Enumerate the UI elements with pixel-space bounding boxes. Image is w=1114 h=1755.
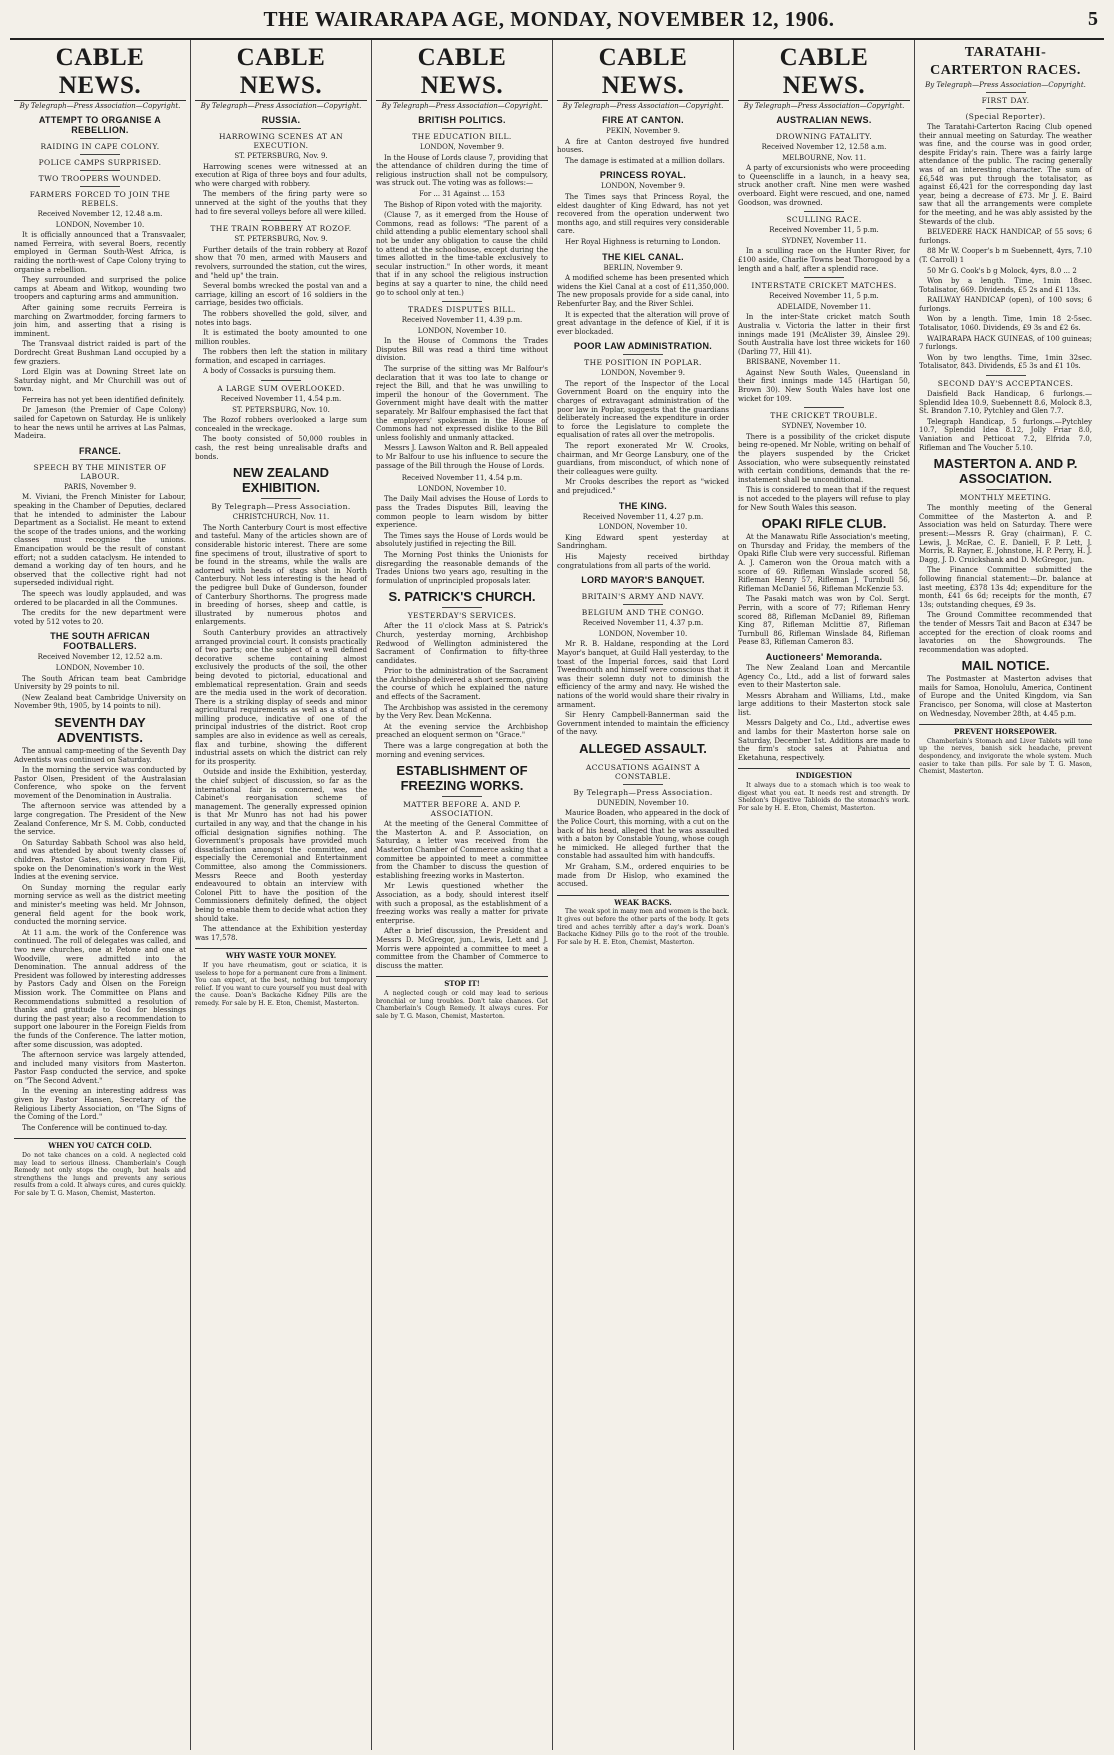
article-paragraph: The annual camp-meeting of the Seventh Day Adventists was continued on Saturday. (14, 746, 186, 764)
dateline: LONDON, November 10. (417, 484, 507, 493)
article-paragraph: 88 Mr W. Cooper's b m Suebennett, 4yrs, 7.10 (T. Carroll) 1 (919, 247, 1092, 264)
article (195, 115, 367, 216)
article (557, 341, 729, 495)
article-paragraph: Mr Crooks describes the report as "wicked and prejudiced." (557, 478, 729, 495)
divider-rule (623, 604, 663, 605)
article-paragraph: A party of excursionists who were proceeding to Queenscliffe in a launch, in a heavy sea, struck another craft. Nine men were washed overboard. Eight were rescued, and one, named Goodson, was drowned. (738, 164, 910, 207)
article-subheadline: MATTER BEFORE A. AND P. ASSOCIATION. (403, 800, 521, 819)
article-paragraph: After a brief discussion, the President and Messrs D. McGregor, jun., Lewis, Lett and J. Morris were appointed a committee to meet a committee from the Chamber of Commerce to discuss the matter. (376, 927, 548, 970)
article-headline: OPAKI RIFLE CLUB. (761, 516, 887, 532)
dateline: LONDON, November 10. (55, 220, 145, 229)
article (14, 715, 186, 1133)
article-headline: ALLEGED ASSAULT. (579, 740, 707, 756)
dateline: Received November 11, 5 p.m. (769, 226, 879, 235)
divider-rule (80, 154, 120, 155)
article-paragraph: The Taratahi-Carterton Racing Club opened their annual meeting on Saturday. The weather was fine, and the course was in good order, despite Friday's rain. There was a fairly large attendance of the public. The racing generally was of an interesting character. The sum of £6,548 was put through the totalisator, as against £6,421 for the corresponding day last year, being a decrease of £73. Mr J. E. Baird saw that all the arrangements were complete for the meeting, and he was ably assisted by the Stewards of the club. (919, 123, 1092, 226)
article-paragraph: After the 11 o'clock Mass at S. Patrick's Church, yesterday morning, Archbishop Redwood of Wellington administered the Sacrament of Confirmation to fifty-three candidates. (376, 622, 548, 665)
divider-rule (623, 784, 663, 785)
page-number: 5 (1088, 7, 1098, 30)
article-subheadline: THE EDUCATION BILL. (412, 132, 512, 141)
article-paragraph: A body of Cossacks is pursuing them. (203, 367, 336, 376)
article-paragraph: Dr Jameson (the Premier of Cape Colony) sailed for Capetown on Saturday. He is unlikely to hear the news until he arrives at Las Palmas, Madeira. (14, 406, 186, 441)
dateline: Received November 11, 4.39 p.m. (401, 316, 523, 325)
divider-rule (80, 186, 120, 187)
dateline: ADELAIDE, November 11. (777, 302, 871, 311)
article-subheadline: THE CRICKET TROUBLE. (770, 411, 878, 421)
article-headline: ATTEMPT TO ORGANISE A REBELLION. (38, 115, 162, 135)
article-paragraph: The Archbishop was assisted in the ceremony by the Very Rev. Dean McKenna. (376, 703, 548, 721)
article-paragraph: A fire at Canton destroyed five hundred houses. (557, 137, 729, 155)
article-headline: BRITISH POLITICS. (418, 115, 506, 125)
article (919, 92, 1092, 371)
column-6 (915, 40, 1096, 1750)
divider-rule (80, 138, 120, 139)
article-paragraph: Lord Elgin was at Downing Street late on Saturday night, and Mr Churchill was out of town. (14, 368, 186, 394)
article-subheadline: FIRST DAY. (981, 96, 1030, 105)
article (195, 465, 367, 942)
article-headline: S. PATRICK'S CHURCH. (388, 589, 536, 605)
article (557, 252, 729, 337)
article-paragraph: WAIRARAPA HACK GUINEAS, of 100 guineas; 7 furlongs. (919, 334, 1092, 352)
column-heading: CABLE NEWS. (376, 44, 548, 101)
column-5 (734, 40, 915, 1750)
article-headline: THE SOUTH AFRICAN FOOTBALLERS. (50, 631, 150, 652)
article (14, 631, 186, 711)
byline: By Telegraph—Press Association—Copyright. (19, 102, 181, 110)
article-paragraph: Ferreira has not yet been identified definitely. (22, 395, 185, 404)
article-subheadline: SCULLING RACE. (786, 215, 862, 225)
divider-rule (261, 220, 301, 221)
column-heading: CABLE NEWS. (557, 44, 729, 101)
article (376, 474, 548, 585)
column-2 (191, 40, 372, 1750)
divider-rule (442, 796, 482, 797)
article (738, 407, 910, 512)
newspaper-title: THE WAIRARAPA AGE, MONDAY, NOVEMBER 12, 1906. (263, 6, 835, 31)
advertisement (14, 1138, 186, 1197)
divider-rule (261, 498, 301, 499)
article-paragraph: The report exonerated Mr W. Crooks, chairman, and Mr George Lansbury, one of the guardians, from misconduct, of which none of their colleagues were guilty. (557, 442, 729, 476)
article-paragraph: 50 Mr G. Cook's b g Molock, 4yrs, 8.0 ... 2 (927, 266, 1077, 275)
article-paragraph: The robbers shovelled the gold, silver, and notes into bags. (195, 309, 367, 327)
advertisement-heading: STOP IT! (444, 979, 480, 989)
article (557, 501, 729, 571)
article-subheadline: INTERSTATE CRICKET MATCHES. (751, 281, 897, 291)
advertisement-text: Do not take chances on a cold. A neglected cold may lead to serious illness. Chamberlain's Cough Remedy not only stops the cough, but heals and strengthens the lungs and prevents any serious results from a cold. It always cures, and cures quickly. For sale by T. G. Mason, Chemist, Masterton. (14, 1152, 186, 1197)
advertisement (376, 976, 548, 1020)
article-paragraph: Mr Graham, S.M., ordered enquiries to be made from Dr Hislop, who examined the accused. (557, 863, 729, 889)
article-paragraph: Sir Henry Campbell-Bannerman said the Government intended to maintain the efficiency of the navy. (557, 711, 729, 737)
article-paragraph: The report of the Inspector of the Local Government Board on the enquiry into the charges of extravagant administration of the poor law in Poplar, suggests that the guardians deliberately increased the expenditure in order to force the Legislature to complete the equalisation of rates all over the metropolis. (557, 379, 729, 440)
article-subheadline: YESTERDAY'S SERVICES. (407, 611, 517, 621)
article (919, 658, 1092, 718)
article-subheadline: (Special Reporter). (965, 112, 1046, 121)
dateline: ST. PETERSBURG, Nov. 9. (234, 235, 328, 244)
article (557, 741, 729, 889)
advertisement-heading: WHEN YOU CATCH COLD. (48, 1141, 152, 1151)
article-paragraph: They surrounded and surprised the police camps at Abeam and Witkop, wounding two troopers and capturing arms and ammunition. (14, 276, 186, 302)
article-paragraph: The monthly meeting of the General Committee of the Masterton A. and P. Association was held on Saturday. There were present:—Messrs R. Gray (chairman), F. C. Lewis, J. McRae, C. E. Daniell, F. P. Lett, J. Morris, R. Rayner, E. Johnstone, H. P. Perry, H. J. Dagg, J. D. Cruickshank and D. McGregor, jun. (919, 504, 1092, 564)
dateline: Received November 11, 4.37 p.m. (582, 619, 704, 628)
article-paragraph: Messrs Abraham and Williams, Ltd., make large additions to their Masterton stock sale list. (738, 691, 910, 717)
article-paragraph: (New Zealand beat Cambridge University on November 9th, 1905, by 14 points to nil). (14, 693, 186, 711)
dateline: Received November 12, 12.58 a.m. (761, 143, 887, 151)
article-paragraph: (Clause 7, as it emerged from the House of Commons, read as follows: "The parent of a child attending a public elementary school shall not be under any obligation to cause the child to attend at the schoolhouse, except during the times allotted in the time-table exclusively to secular instruction." In other words, it meant that if in any school the religious instruction begins at say a quarter to nine, the child need go to school only at ten.) (376, 211, 548, 297)
byline: By Telegraph—Press Association—Copyright. (743, 102, 905, 110)
article-subheadline: HARROWING SCENES AT AN EXECUTION. (218, 132, 344, 150)
divider-rule (442, 607, 482, 608)
article-headline: FIRE AT CANTON. (602, 115, 684, 125)
article (738, 652, 910, 763)
advertisement-heading: INDIGESTION (795, 771, 853, 781)
article-paragraph: It is officially announced that a Transvaaler, named Ferreira, with several Boers, recently employed in German South-West Africa, is raiding the north-west of Cape Colony trying to organise a rebellion. (14, 231, 186, 274)
article-paragraph: Daisfield Back Handicap, 6 furlongs.—Splendid Idea 10.9, Suebennett 8.6, Molock 8.3, St. Brandon 7.10, Pytchley and Glen 7.7. (919, 390, 1092, 416)
divider-rule (80, 170, 120, 171)
divider-rule (80, 459, 120, 460)
article-subheadline: DROWNING FATALITY. (775, 132, 873, 141)
article (376, 301, 548, 470)
advertisement-text: Chamberlain's Stomach and Liver Tablets will tone up the nerves, banish sick headache, prevent despondency, and invigorate the whole system. Much easier to take than pills. For sale by T. G. Mason, Chemist, Masterton. (919, 737, 1092, 776)
article-paragraph: The credits for the new department were voted by 512 votes to 20. (14, 609, 186, 626)
article-paragraph: BELVEDERE HACK HANDICAP, of 55 sovs; 6 furlongs. (919, 228, 1092, 245)
article-paragraph: Further details of the train robbery at Rozof show that 70 men, armed with Mausers and revolvers, surrounded the station, cut the wires, and "held up" the train. (195, 245, 367, 280)
article-subheadline: A LARGE SUM OVERLOOKED. (217, 384, 345, 394)
article-subheadline: By Telegraph—Press Association. (573, 787, 713, 797)
article-subheadline: MONTHLY MEETING. (959, 493, 1052, 503)
article-subheadline: TRADES DISPUTES BILL. (408, 305, 516, 315)
column-4 (553, 40, 734, 1750)
article-subheadline: SECOND DAY'S ACCEPTANCES. (937, 379, 1074, 389)
article (557, 575, 729, 737)
article-paragraph: The Rozof robbers overlooked a large sum concealed in the wreckage. (195, 416, 367, 433)
article-paragraph: It is expected that the alteration will prove of great advantage in the defence of Kiel, if it is ever blockaded. (557, 310, 729, 336)
dateline: LONDON, November 9. (601, 369, 685, 378)
article-paragraph: The members of the firing party were so unnerved at the sight of the youths that they had to fire several volleys before all were killed. (195, 190, 367, 216)
article-paragraph: Messrs Dalgety and Co., Ltd., advertise ewes and lambs for their Masterton horse sale on Saturday, December 1st. Additions are made to the firm's stock sales at Pahiatua and Eketahuna, respectively. (738, 719, 910, 762)
article-paragraph: There was a large congregation at both the morning and evening services. (376, 742, 548, 759)
article-headline: RUSSIA. (261, 115, 301, 125)
article-paragraph: In a sculling race on the Hunter River, for £100 aside, Charlie Towns beat Thorogood by a length and a half, after a splendid race. (738, 247, 910, 273)
article-paragraph: South Canterbury provides an attractively arranged provincial court. It consists practically of two parts; one the subject of a well defined decorative scheme containing almost exclusively the products of the soil, the other being devoted to pictorial, educational and emblematical representation. Grain and seeds are the media used in the work of decoration. There is a striking display of seeds and minor agricultural requirements as well as a stand of milling produce, indicative of one of the principal industries of the district. Root crop samples are also in evidence as well as cereals, flax and turbine, showing the different industrial assets on which the district can rely for its prosperity. (195, 628, 367, 766)
article (195, 380, 367, 461)
divider-rule (986, 92, 1026, 93)
dateline: SYDNEY, November 10. (781, 422, 867, 431)
advertisement (738, 768, 910, 812)
column-heading: CABLE NEWS. (14, 44, 186, 101)
masthead (10, 0, 1104, 40)
article-subheadline: SPEECH BY THE MINISTER OF LABOUR. (33, 462, 167, 481)
article-headline: Auctioneers' Memoranda. (765, 651, 883, 662)
article-paragraph: On Sunday morning the regular early morning service as well as the district meeting and minister's meeting was held. Mr Johnson, general field agent for the book work, conducted the morning service. (14, 883, 186, 927)
article-paragraph: At 11 a.m. the work of the Conference was continued. The roll of delegates was called, and two new churches, one at Petone and one at Woodville, were admitted into the Denomination. The annual address of the President was followed by interesting addresses by Pastors Cady and Olsen on the Foreign Mission work. The Committee on Plans and Recommendations submitted a resolution of thanks and gratitude to God for blessings during the past year; also a recommendation to support one labourer in the Foreign Fields from the funds of the Conference. The latter motion, after some discussion, was adopted. (14, 928, 186, 1049)
divider-rule (986, 108, 1026, 109)
column-3 (372, 40, 553, 1750)
article-paragraph: The Transvaal district raided is part of the Dordrecht Great Bushman Land occupied by a few graziers. (14, 340, 186, 366)
article-paragraph: BRISBANE, November 11. (746, 358, 841, 367)
article-headline: MAIL NOTICE. (961, 658, 1050, 674)
article-paragraph: Outside and inside the Exhibition, yesterday, the chief subject of discussion, so far as the international fair is concerned, was the Cabinet's reorganisation scheme of management. The generally expressed opinion is that Mr Munro has not had his power curtailed in any way, and that the change in his official designation signifies nothing. The Government's proposals have provided much dissatisfaction amongst the committee, and especially the Ceremonial and Entertainment Committee, also among the Commissioners. Messrs Reece and Booth yesterday endeavoured to obtain an interview with Colonel Pitt to have the position of the Commissioners definitely defined, the object being to enable them to decide what action they should take. (195, 768, 367, 923)
article-subheadline: THE POSITION IN POPLAR. (584, 358, 702, 368)
article-paragraph: Mr Lewis questioned whether the Association, as a body, should interest itself with such a proposal, as the establishment of a freezing works was really a matter for private enterprise. (376, 882, 548, 925)
article-paragraph: This is considered to mean that if the request is not acceded to the players will refuse to play for New South Wales this season. (738, 486, 910, 512)
dateline: CHRISTCHURCH, Nov. 11. (232, 513, 330, 522)
article (919, 375, 1092, 452)
dateline: Received November 11, 5 p.m. (769, 292, 879, 301)
article-paragraph: Her Royal Highness is returning to London. (565, 237, 721, 246)
article-paragraph: The afternoon service was attended by a large congregation. The President of the New Zealand Conference, Mr S. M. Cobb, conducted the service. (14, 802, 186, 837)
dateline: LONDON, November 10. (598, 629, 688, 638)
article-paragraph: Won by a length. Time, 1min 18sec. Totalisator, 669. Dividends, £5 2s and £1 13s. (919, 277, 1092, 294)
article (376, 763, 548, 970)
column-heading: CABLE NEWS. (738, 44, 910, 101)
article-paragraph: The Times says that Princess Royal, the eldest daughter of King Edward, has not yet recovered from the operation underwent two months ago, and still requires very considerable care. (557, 192, 729, 236)
article-paragraph: The damage is estimated at a million dollars. (565, 156, 725, 165)
article-paragraph: The New Zealand Loan and Mercantile Agency Co., Ltd., add a list of forward sales even to their Masterton sale. (738, 663, 910, 690)
divider-rule (623, 759, 663, 760)
dateline: PARIS, November 9. (63, 482, 137, 491)
article-paragraph: The Morning Post thinks the Unionists for disregarding the reasonable demands of the Trades Unions two years ago, resulting in the formulation of unprincipled proposals later. (376, 550, 548, 585)
article (14, 446, 186, 627)
dateline: MELBOURNE, Nov. 11. (782, 153, 866, 162)
article-subheadline: FARMERS FORCED TO JOIN THE REBELS. (29, 190, 171, 208)
article-paragraph: At the evening service the Archbishop preached an eloquent sermon on "Grace." (376, 722, 548, 740)
column-heading: TARATAHI-CARTERTON RACES. (930, 45, 1081, 78)
advertisement-heading: WHY WASTE YOUR MONEY. (225, 951, 337, 961)
article-paragraph: M. Viviani, the French Minister for Labour, speaking in the Chamber of Deputies, declared that he intended to administer the Labour Department as a Socialist. He meant to extend the scope of the trades unions, and the working classes must recognise the unions. Emancipation would be the result of constant effort; not a sudden cataclysm. He intended to demand a working day of ten hours, and he observed that the collective right had not superseded individual right. (14, 493, 186, 588)
article-headline: MASTERTON A. AND P. ASSOCIATION. (933, 456, 1078, 487)
article (557, 170, 729, 246)
article-headline: THE KING. (618, 500, 668, 511)
divider-rule (804, 407, 844, 408)
article-paragraph: The Daily Mail advises the House of Lords to pass the Trades Disputes Bill, leaving the common people to learn wisdom by bitter experience. (376, 495, 548, 530)
article-headline: FRANCE. (78, 445, 122, 456)
article-headline: ESTABLISHMENT OF FREEZING WORKS. (396, 763, 528, 794)
divider-rule (623, 588, 663, 589)
article-paragraph: A modified scheme has been presented which widens the Kiel Canal at a cost of £11,350,000. The new proposals provide for a side canal, into Rebenfurter Bay, and the River Schlei. (557, 274, 729, 308)
article (14, 115, 186, 441)
article-paragraph: In the morning the service was conducted by Pastor Olsen, President of the Australasian Conference, who spoke on the fervent movement of the Denomination in Australia. (14, 766, 186, 800)
article-paragraph: On Saturday Sabbath School was also held, and was attended by about twenty classes of children. Pastor Gates, missionary from Fiji, spoke on the Denomination's work in the West Indies at the evening service. (14, 838, 186, 882)
advertisement-text: It always due to a stomach which is too weak to digest what you eat. It needs rest and strength. Dr Sheldon's Digestive Tabloids do the stomach's work. For sale by H. E. Eton, Chemist, Masterton. (738, 782, 910, 812)
advertisement-text: A neglected cough or cold may lead to serious bronchial or lung troubles. Don't take chances. Get Chamberlain's Cough Remedy. It always cures. For sale by T. G. Mason, Chemist, Masterton. (376, 989, 548, 1020)
article (738, 516, 910, 647)
byline: By Telegraph—Press Association—Copyright. (562, 102, 724, 110)
article-paragraph: The Pasaki match was won by Col. Sergt. Perrin, with a score of 77; Rifleman Henry scored 88, Rifleman McDaniel 89, Rifleman King 87, Rifleman Mclittie 87, Rifleman Turnbull 86, Rifleman Winslade 84, Rifleman Pease 83, Rifleman Cameron 83. (738, 595, 910, 647)
column-1 (10, 40, 191, 1750)
article-paragraph: The Times says the House of Lords would be absolutely justified in rejecting the Bill. (376, 531, 548, 549)
article-headline: NEW ZEALAND EXHIBITION. (232, 465, 330, 496)
byline: By Telegraph—Press Association—Copyright. (381, 102, 543, 110)
column-heading: CABLE NEWS. (195, 44, 367, 101)
dateline: Received November 11, 4.27 p.m. (582, 512, 704, 521)
article-headline: AUSTRALIAN NEWS. (776, 115, 872, 125)
divider-rule (442, 128, 482, 129)
article-paragraph: His Majesty received birthday congratulations from all parts of the world. (557, 552, 729, 570)
divider-rule (261, 128, 301, 129)
advertisement-heading: WEAK BACKS. (614, 897, 672, 907)
article-paragraph: In the evening an interesting address was given by Pastor Hansen, Secretary of the Religious Liberty Association, on "The Signs of the Coming of the Lord." (14, 1087, 186, 1122)
dateline: ST. PETERSBURG, Nov. 9. (234, 152, 328, 160)
advertisement (195, 948, 367, 1007)
byline: By Telegraph—Press Association—Copyright. (200, 102, 362, 110)
divider-rule (804, 211, 844, 212)
article (738, 211, 910, 273)
article-paragraph: Messrs J. Lawson Walton and R. Bell appealed to Mr Balfour to use his influence to secure the passage of the Bill through the House of Lords. (376, 444, 548, 470)
dateline: BERLIN, November 9. (603, 263, 683, 272)
article-paragraph: Won by a length. Time, 1min 18 2-5sec. Totalisator, 1060. Dividends, £9 3s and £2 6s. (919, 315, 1092, 333)
dateline: LONDON, November 9. (420, 143, 504, 151)
article-paragraph: At the Manawatu Rifle Association's meeting, on Thursday and Friday, the members of the Opaki Rifle Club were very successful. Rifleman A. J. Cameron won the Oroua match with a score of 69. Rifleman Winslade scored 58, Rifleman Henry 57, Rifleman J. Turnbull 56, Rifleman McDaniel 56, Rifleman McKenzie 53. (738, 533, 910, 593)
dateline: For ... 31 Against ... 153 (419, 189, 505, 198)
article (557, 115, 729, 165)
divider-rule (986, 375, 1026, 376)
article-paragraph: Against New South Wales, Queensland in their first innings made 145 (Hartigan 50, Brown 30). New South Wales have lost one wicket for 109. (738, 368, 910, 403)
advertisement-heading: PREVENT HORSEPOWER. (954, 727, 1057, 737)
article-paragraph: Harrowing scenes were witnessed at an execution at Riga of three boys and four adults, who were charged with robbery. (195, 162, 367, 188)
article-paragraph: The Conference will be continued to-day. (22, 1123, 168, 1132)
dateline: LONDON, November 10. (598, 523, 688, 532)
dateline: Received November 11, 4.54 p.m. (401, 474, 523, 483)
article-paragraph: The attendance at the Exhibition yesterday was 17,578. (195, 925, 367, 942)
dateline: LONDON, November 10. (55, 663, 145, 672)
article-paragraph: The booty consisted of 50,000 roubles in cash, the rest being unrealisable drafts and bonds. (195, 435, 367, 461)
article-paragraph: RAILWAY HANDICAP (open), of 100 sovs; 6 furlongs. (919, 296, 1092, 313)
article-paragraph: The Bishop of Ripon voted with the majority. (384, 200, 543, 209)
article-headline: SEVENTH DAY ADVENTISTS. (54, 714, 146, 745)
article-paragraph: After gaining some recruits Ferreira is marching on Zwartmodder, forcing farmers to join him, and asserting that a rising is imminent. (14, 303, 186, 338)
article-paragraph: The afternoon service was largely attended, and included many visitors from Masterton. Pastor Fasp conducted the service, and spoke on "The Second Advent." (14, 1051, 186, 1085)
byline: By Telegraph—Press Association—Copyright. (925, 81, 1086, 89)
article-paragraph: There is a possibility of the cricket dispute being re-opened. Mr Noble, writing on behalf of the players suspended by the Cricket Association, who were subsequently reinstated with certain conditions, demands that the re-instatement shall be unconditional. (738, 432, 910, 484)
article-subheadline: ACCUSATIONS AGAINST A CONSTABLE. (585, 762, 701, 781)
article (376, 589, 548, 759)
article-paragraph: The surprise of the sitting was Mr Balfour's declaration that it was too late to change or reject the Bill, and that he was unwilling to imperil the honour of the Government. The Government might have dealt with the matter separately. Mr Balfour emphasised the fact that the employers' spokesman in the House of Commons had not expressed dislike to the Bill unless foolishly and unmanly attacked. (376, 365, 548, 442)
article-paragraph: In the House of Lords clause 7, providing that the attendance of children during the time of religious instruction shall not be compulsory, was struck out. The voting was as follows:— (376, 153, 548, 188)
article-subheadline: THE TRAIN ROBBERY AT ROZOF. (210, 224, 352, 234)
divider-rule (261, 380, 301, 381)
dateline: LONDON, November 10. (417, 326, 507, 335)
article-paragraph: The Finance Committee submitted the following financial statement:—Dr. balance at last meeting, £378 13s 4d; expenditure for the month, £41 6s 6d; receipts for the month, £7 13s; outstanding cheques, £9 3s. (919, 566, 1092, 609)
divider-rule (442, 301, 482, 302)
article-paragraph: It is estimated the booty amounted to one million roubles. (195, 329, 367, 346)
article-paragraph: Mr R. B. Haldane, responding at the Lord Mayor's banquet, at Guild Hall yesterday, to the toast of the Imperial forces, said that Lord Tweedmouth and himself were conscious that it was their solemn duty not to diminish the efficiency of the army and navy. He wished the nations of the world would share their rivalry in armament. (557, 640, 729, 709)
article-paragraph: Prior to the administration of the Sacrament the Archbishop delivered a short sermon, giving the course of which he explained the nature and effects of the Sacrament. (376, 667, 548, 702)
article-paragraph: Won by two lengths. Time, 1min 32sec. Totalisator, 843. Dividends, £5 3s and £1 10s. (919, 353, 1092, 371)
dateline: Received November 12, 12.48 a.m. (37, 210, 163, 218)
article-paragraph: Several bombs wrecked the postal van and a carriage, killing an escort of 16 soldiers in the carriage, besides two officials. (195, 282, 367, 308)
article-paragraph: The Postmaster at Masterton advises that mails for Samoa, Honolulu, America, Continent of Europe and the United Kingdom, via San Francisco, per Sonoma, will close at Masterton on Wednesday, November 28th, at 4.45 p.m. (919, 675, 1092, 718)
advertisement-text: If you have rheumatism, gout or sciatica, it is useless to hope for a permanent cure from a liniment. You can expect, at the best, nothing but temporary relief. If you want to cure yourself you must deal with the cause. Doan's Backache Kidney Pills are the remedy. For sale by H. E. Eton, Chemist, Masterton. (195, 961, 367, 1007)
dateline: ST. PETERSBURG, Nov. 10. (232, 405, 330, 414)
article (376, 115, 548, 297)
article (738, 277, 910, 403)
article (195, 220, 367, 376)
article-subheadline: By Telegraph—Press Association. (211, 502, 351, 512)
advertisement-text: The weak spot in many men and women is the back. It gives out before the other parts of the body. It gets tired and aches terribly after a day's work. Doan's Backache Kidney Pills go to the root of the trouble. For sale by H. E. Eton, Chemist, Masterton. (557, 908, 729, 946)
dateline: DUNEDIN, November 10. (597, 798, 689, 807)
article-paragraph: Maurice Boaden, who appeared in the dock of the Police Court, this morning, with a cut on the back of his head, alleged that he was assaulted with a baton by Constable Young, whose cough he mimicked. He alleged further that the constable had assaulted him with handcuffs. (557, 809, 729, 861)
article-subheadline: BRITAIN'S ARMY AND NAVY. (581, 592, 705, 602)
dateline: PEKIN, November 9. (606, 127, 680, 135)
article-paragraph: The North Canterbury Court is most effective and tasteful. Many of the articles shown are of considerable historic interest. There are some fine specimens of trout, illustrative of sport to be found in the streams, while the walls are adorned with heads of stags shot in North Canterbury. Not less interesting is the head of the pedigree bull Duke of Gunderson, founder of Canterbury Shorthorns. The progress made in breeding of horses, sheep and cattle, is illustrated by numerous photos and enlargements. (195, 523, 367, 627)
article-headline: POOR LAW ADMINISTRATION. (573, 341, 713, 352)
divider-rule (986, 489, 1026, 490)
article-paragraph: The speech was loudly applauded, and was ordered to be placarded in all the Communes. (14, 589, 186, 607)
article-paragraph: At the meeting of the General Committee of the Masterton A. and P. Association, on Saturday, a letter was received from the Masterton Chamber of Commerce asking that a committee be appointed to meet a committee from the Chamber to discuss the question of establishing freezing works in Masterton. (376, 820, 548, 880)
article-paragraph: In the inter-State cricket match South Australia v. Victoria the latter in their first innings made 191 (McAlister 39, Ainslee 29). South Australia have lost three wickets for 160 (Darling 77, Hill 41). (738, 313, 910, 356)
article-subheadline: POLICE CAMPS SURPRISED. (38, 158, 162, 167)
article-subheadline: RAIDING IN CAPE COLONY. (40, 142, 160, 151)
article-subheadline: BELGIUM AND THE CONGO. (581, 608, 705, 618)
article (919, 456, 1092, 654)
divider-rule (804, 277, 844, 278)
dateline: SYDNEY, November 11. (781, 236, 867, 245)
article-paragraph: The Ground Committee recommended that the tender of Messrs Tait and Bacon at £347 be accepted for the erection of cloak rooms and lavatories on the Showgrounds. The recommendation was adopted. (919, 611, 1092, 654)
advertisement (557, 895, 729, 947)
dateline: Received November 12, 12.52 a.m. (37, 653, 163, 662)
divider-rule (804, 128, 844, 129)
article-headline: LORD MAYOR'S BANQUET. (581, 575, 705, 586)
article-paragraph: King Edward spent yesterday at Sandringham. (557, 533, 729, 551)
article-subheadline: TWO TROOPERS WOUNDED. (38, 174, 162, 183)
article-paragraph: The robbers then left the station in military formation, and escaped in carriages. (195, 348, 367, 365)
article-headline: THE KIEL CANAL. (602, 251, 684, 262)
article-headline: PRINCESS ROYAL. (599, 170, 687, 181)
article (738, 115, 910, 207)
dateline: LONDON, November 9. (601, 182, 685, 191)
dateline: Received November 11, 4.54 p.m. (220, 395, 342, 404)
advertisement (919, 724, 1092, 776)
article-paragraph: The South African team beat Cambridge University by 29 points to nil. (14, 674, 186, 692)
article-paragraph: In the House of Commons the Trades Disputes Bill was read a third time without division. (376, 337, 548, 363)
divider-rule (623, 354, 663, 355)
article-paragraph: Telegraph Handicap, 5 furlongs.—Pytchley 10.7, Splendid Idea 8.12, Jolly Friar 8.0, Vaniation and Petticoat 7.2, Elfrida 7.0, Rifleman and The Voucher 5.10. (919, 417, 1092, 452)
newspaper-columns (10, 40, 1104, 1750)
